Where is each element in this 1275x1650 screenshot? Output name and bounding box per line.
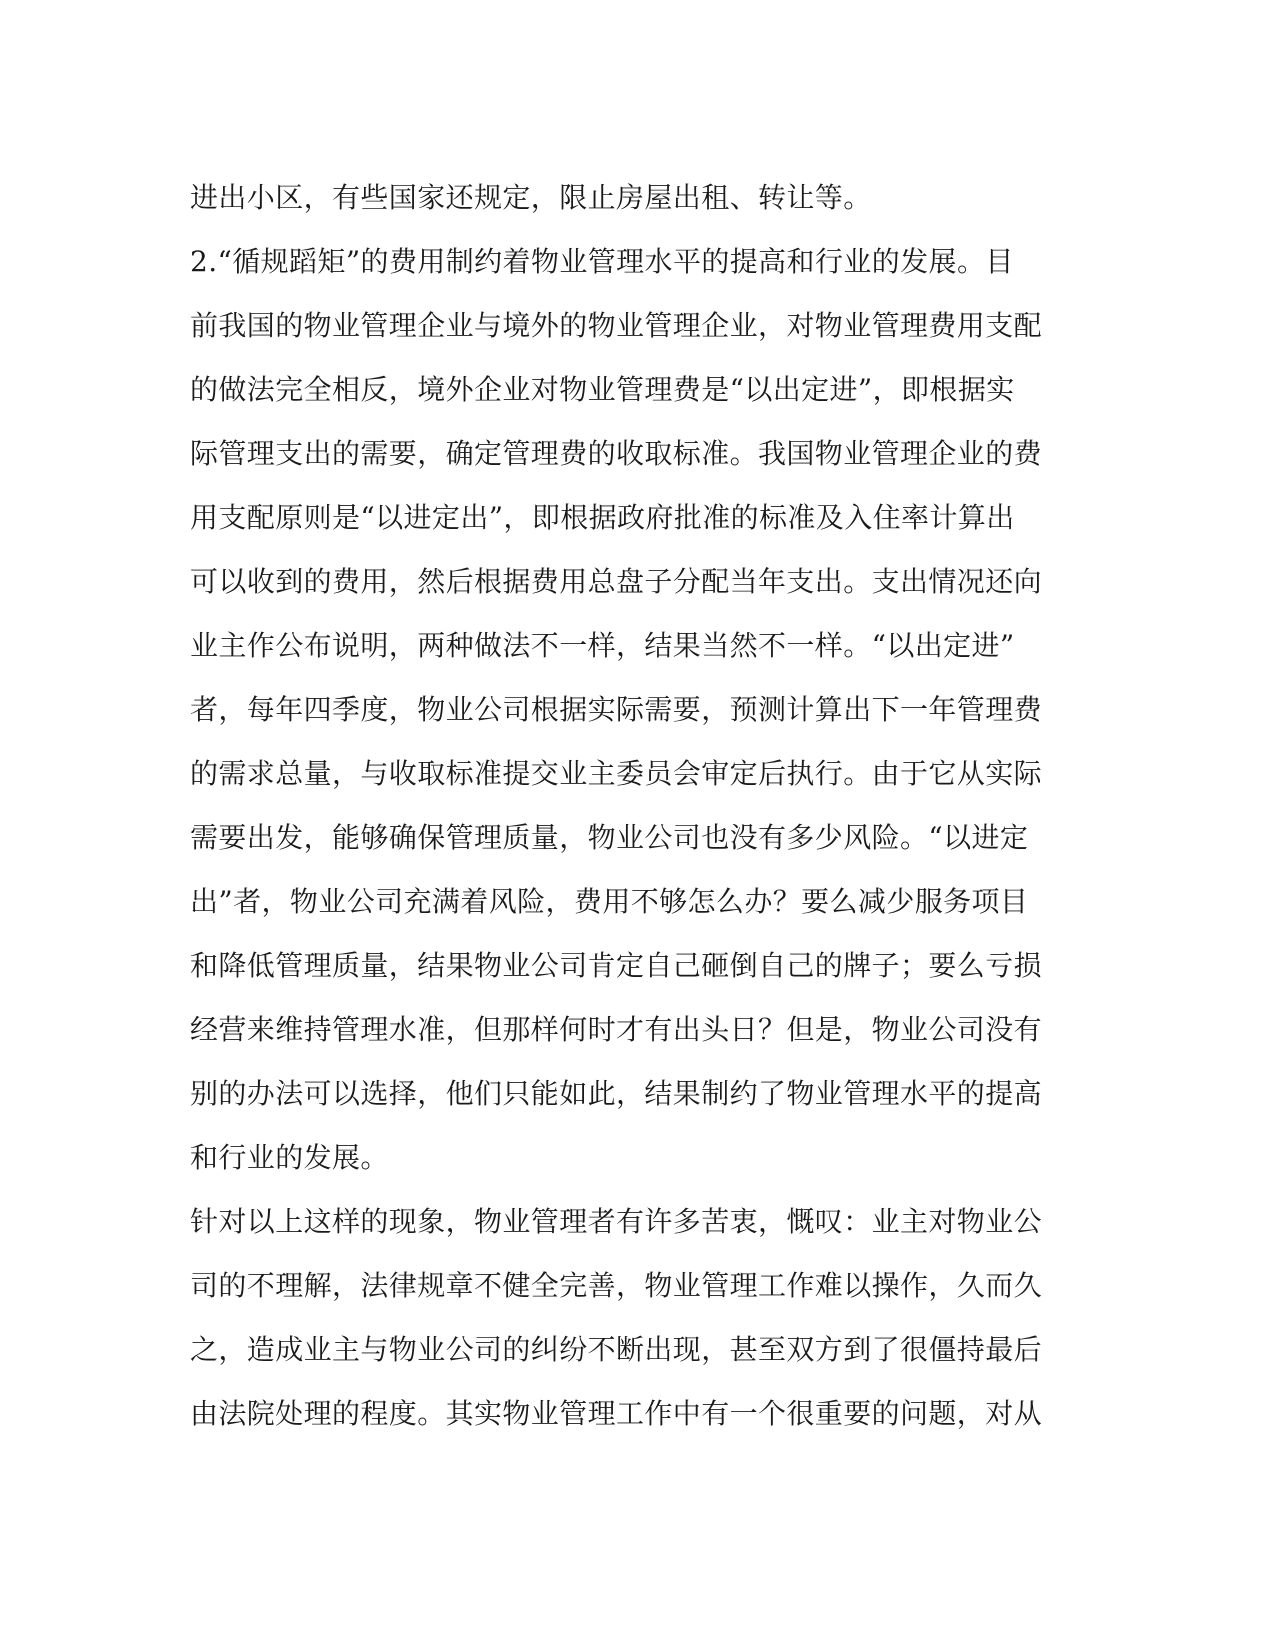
text-line: 2.“循规蹈矩”的费用制约着物业管理水平的提高和行业的发展。目 (190, 245, 1014, 278)
body-text (190, 166, 1070, 1446)
text-line: 别的办法可以选择，他们只能如此，结果制约了物业管理水平的提高 (190, 1077, 1043, 1110)
text-line: 司的不理解，法律规章不健全完善，物业管理工作难以操作，久而久 (190, 1269, 1043, 1302)
text-line: 经营来维持管理水准，但那样何时才有出头日？但是，物业公司没有 (190, 1013, 1043, 1046)
text-line: 需要出发，能够确保管理质量，物业公司也没有多少风险。“以进定 (190, 821, 1029, 854)
text-line: 前我国的物业管理企业与境外的物业管理企业，对物业管理费用支配 (190, 309, 1043, 342)
text-line: 进出小区，有些国家还规定，限止房屋出租、转让等。 (190, 181, 872, 214)
text-line: 针对以上这样的现象，物业管理者有许多苦衷，慨叹：业主对物业公 (190, 1205, 1043, 1238)
text-line: 和降低管理质量，结果物业公司肯定自己砸倒自己的牌子；要么亏损 (190, 949, 1043, 982)
text-line: 的做法完全相反，境外企业对物业管理费是“以出定进”，即根据实 (190, 373, 1015, 406)
text-line: 出”者，物业公司充满着风险，费用不够怎么办？要么减少服务项目 (190, 885, 1029, 918)
text-line: 之，造成业主与物业公司的纠纷不断出现，甚至双方到了很僵持最后 (190, 1333, 1043, 1366)
text-line: 可以收到的费用，然后根据费用总盘子分配当年支出。支出情况还向 (190, 565, 1043, 598)
text-line: 者，每年四季度，物业公司根据实际需要，预测计算出下一年管理费 (190, 693, 1043, 726)
text-line: 业主作公布说明，两种做法不一样，结果当然不一样。“以出定进” (190, 629, 1015, 662)
text-line: 由法院处理的程度。其实物业管理工作中有一个很重要的问题，对从 (190, 1397, 1043, 1430)
text-line: 和行业的发展。 (190, 1141, 389, 1174)
text-line: 用支配原则是“以进定出”，即根据政府批准的标准及入住率计算出 (190, 501, 1015, 534)
text-line: 的需求总量，与收取标准提交业主委员会审定后执行。由于它从实际 (190, 757, 1043, 790)
text-line: 际管理支出的需要，确定管理费的收取标准。我国物业管理企业的费 (190, 437, 1043, 470)
